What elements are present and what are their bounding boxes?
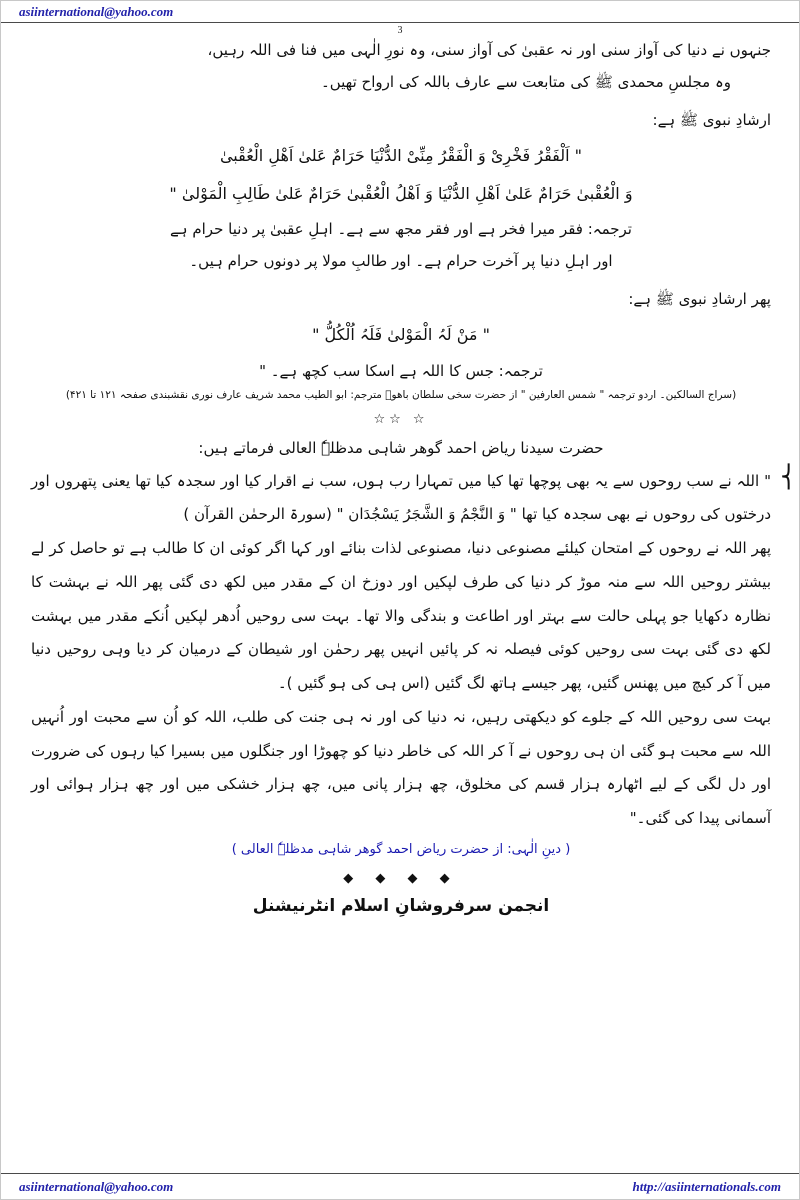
page-number: 3 bbox=[397, 25, 403, 36]
footer-url[interactable]: http://asiinternationals.com bbox=[632, 1179, 781, 1194]
document-content bbox=[31, 35, 797, 916]
intro-line-1: جنہوں نے دنیا کی آواز سنی اور نہ عقبیٰ کی آواز سنی، وہ نورِ الٰہی میں فنا فی اللہ رہیں، bbox=[207, 41, 771, 59]
arabic-line-1: " اَلْفَقْرُ فَخْرِیْ وَ الْفَقْرُ مِنِّیْ الدُّنْیَا حَرَامٌ عَلیٰ اَھْلِ الْعُقْبیٰ bbox=[219, 146, 583, 165]
source-note: ( دینِ الٰہی: از حضرت ریاض احمد گوھر شاہی مدظلہٗ العالی ) bbox=[231, 841, 571, 857]
header-email: asiinternational@yahoo.com bbox=[19, 4, 174, 19]
hadith-intro-1: ارشادِ نبوی ﷺ ہے: bbox=[652, 111, 771, 129]
hadith-intro-2: پھر ارشادِ نبوی ﷺ ہے: bbox=[628, 290, 771, 309]
translation-1-line-1: ترجمہ: فقر میرا فخر ہے اور فقر مجھ سے ہے۔ اہلِ عقبیٰ پر دنیا حرام ہے bbox=[170, 220, 632, 239]
arabic-line-3: " مَنْ لَہُ الْمَوْلیٰ فَلَہُ اُلْکُلُّ " bbox=[312, 325, 490, 345]
organization-name: انجمن سرفروشانِ اسلام انٹرنیشنل bbox=[252, 895, 550, 916]
reference-citation: (سراج السالکین۔ اردو ترجمہ " شمس العارفین " از حضرت سخی سلطان باھوؒ مترجم: ابو الطیب محمد شریف عارف نوری نقشبندی صفحہ ۱۲۱ تا ۱۲۴) bbox=[65, 388, 737, 401]
translation-2: ترجمہ: جس کا اللہ ہے اسکا سب کچھ ہے۔ " bbox=[259, 361, 543, 380]
intro-line-2: وہ مجلسِ محمدی ﷺ کی متابعت سے عارف باللہ کی ارواح تھیں۔ bbox=[320, 73, 731, 91]
quote-paragraph-3: بہت سی روحیں اللہ کے جلوے کو دیکھتی رہیں، نہ دنیا کی اور نہ ہی جنت کی طلب، اللہ کو اُن سے محبت اور اُنہیں اللہ سے محبت ہو گئی ان ہی روحوں نے آ کر اللہ کی خاطر دنیا کو چھوڑا اور جنگلوں میں بسیرا کیا رہوں کی ضرورت اور دل لگی کے لیے اٹھارہ ہزار قسم کی مخلوق، چھ ہزار پانی میں، چھ ہزار خشکی میں اور چھ ہزار ہوائی اور آسمانی پیدا کی گئی۔" bbox=[31, 707, 771, 828]
diamond-divider: ◆ ◆ ◆ ◆ bbox=[343, 870, 459, 886]
brace-icon: ⎨ bbox=[780, 464, 797, 490]
quote-block bbox=[31, 464, 797, 533]
quote-paragraph-2: پھر اللہ نے روحوں کے امتحان کیلئے مصنوعی دنیا، مصنوعی لذات بنائے اور کہا اگر کوئی ان کا طالب ہے تو حاصل کر لے بیشتر روحیں اللہ سے منہ موڑ کر دنیا کی طرف لپکیں اور دوزخ ان کے مقدر میں لکھ دی گئی پھر اللہ نے بہشت کا نظارہ دکھایا جو پہلی حالت سے بہتر اور اطاعت و بندگی والا تھا۔ بہت سی روحیں اُدھر لپکیں اُنکے مقدر میں بہشت لکھ دی گئی بہت سی روحیں کوئی فیصلہ نہ کر پائیں انہیں پھر رحمٰن اور شیطان کے درمیان کر دیا وہی روحیں دنیا میں آ کر کیچ میں پھنس گئیں، پھر جیسے ہاتھ لگ گئیں (اس ہی کی ہو گئیں )۔ bbox=[31, 539, 771, 693]
star-divider: ☆ ☆☆ bbox=[373, 411, 429, 427]
translation-1-line-2: اور اہلِ دنیا پر آخرت حرام ہے۔ اور طالبِ مولا پر دونوں حرام ہیں۔ bbox=[189, 252, 613, 271]
footer-email: asiinternational@yahoo.com bbox=[19, 1179, 174, 1194]
quote-paragraph-1: " اللہ نے سب روحوں سے یہ بھی پوچھا تھا کیا میں تمہارا رب ہوں، سب نے اقرار کیا اور سجدہ کیا تھا یعنی پتھروں اور درختوں کی روحوں نے بھی سجدہ کیا تھا " وَ النَّجْمُ وَ الشَّجَرُ یَسْجُدَان " (سورۃ الرحمٰن القرآن ) bbox=[31, 471, 771, 524]
arabic-line-2: وَ الْعُقْبیٰ حَرَامٌ عَلیٰ اَھْلِ الدُّنْیَا وَ اَھْلُ الْعُقْبیٰ حَرَامٌ عَلیٰ طَالِبِ الْمَوْلیٰ " bbox=[169, 183, 633, 203]
speaker-attribution: حضرت سیدنا ریاض احمد گوھر شاہی مدظلہٗ العالی فرماتے ہیں: bbox=[198, 438, 604, 457]
